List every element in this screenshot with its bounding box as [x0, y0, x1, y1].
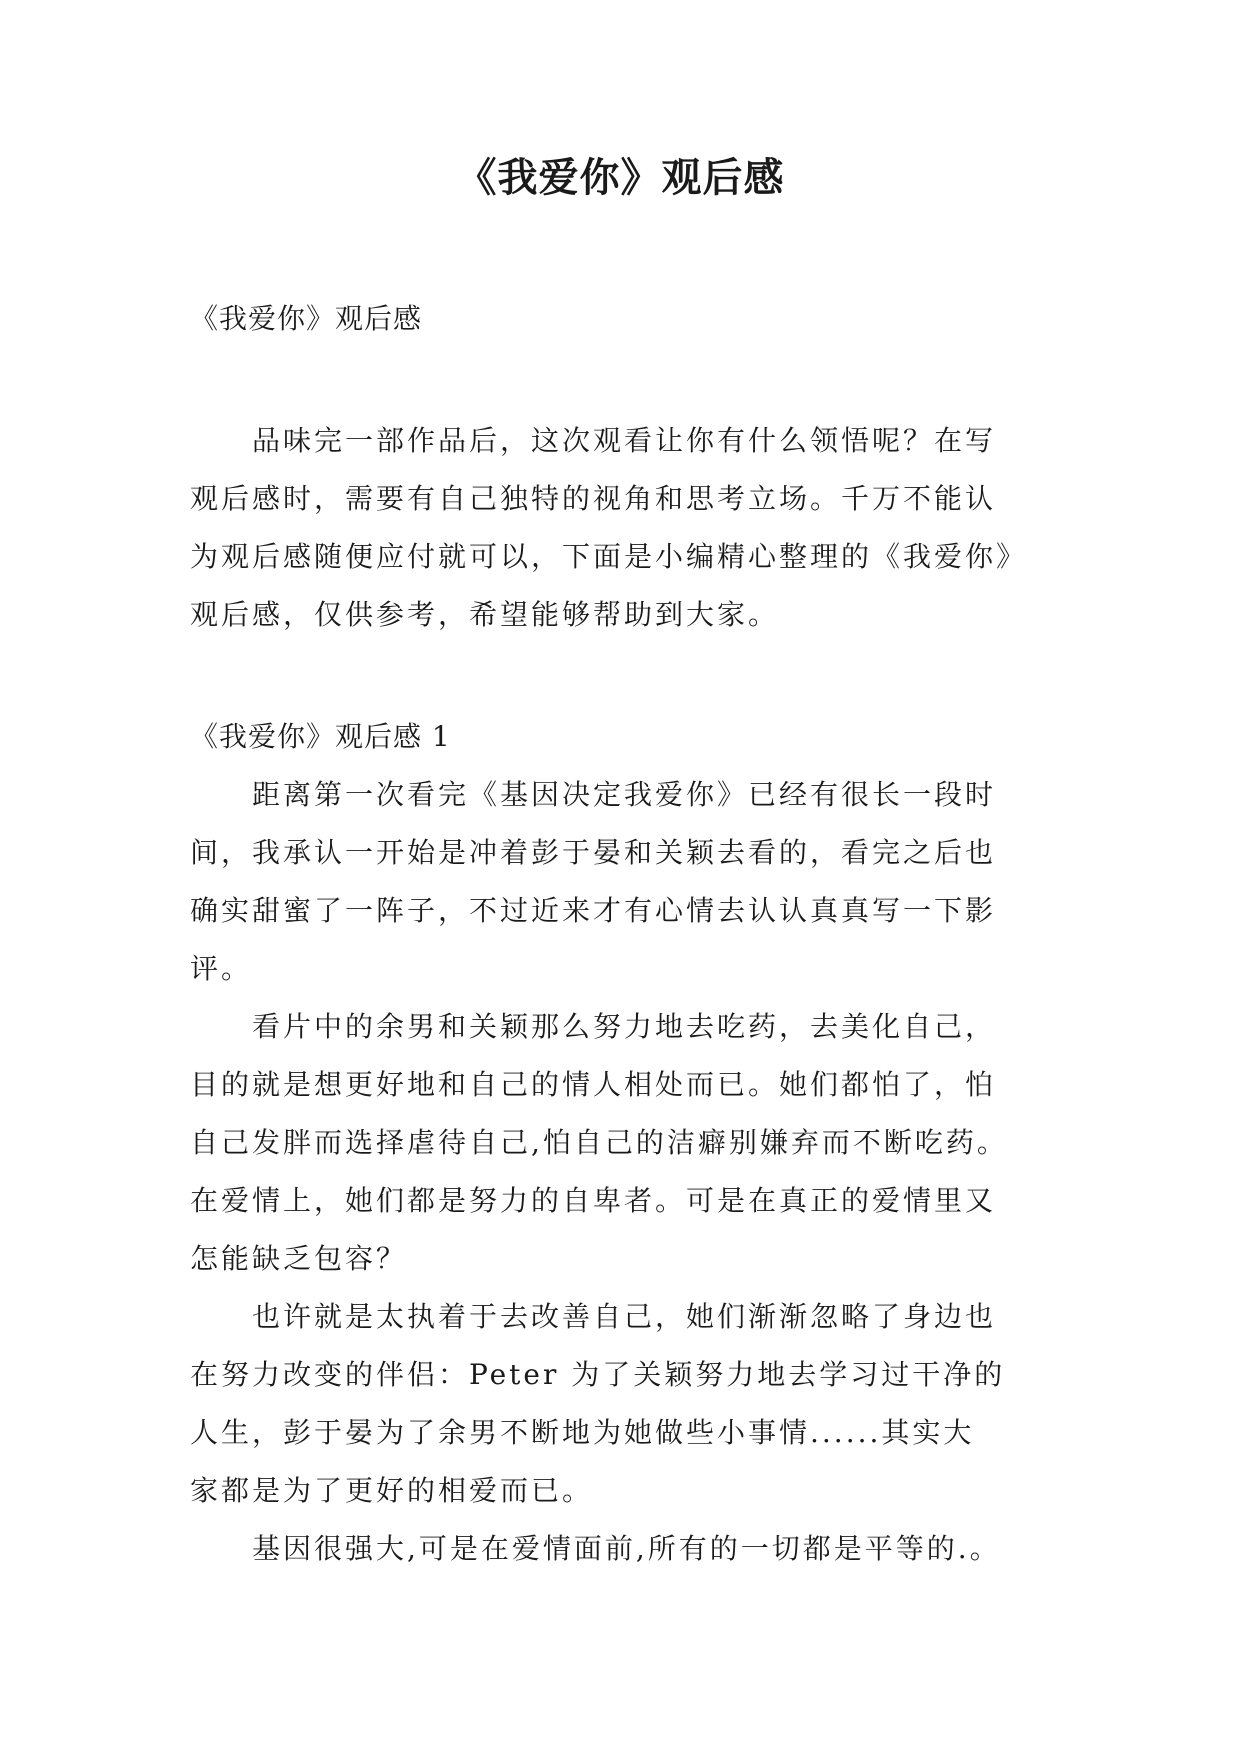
section-heading: 《我爱你》观后感 1	[190, 720, 451, 753]
document-title: 《我爱你》观后感	[456, 155, 785, 201]
paragraph-line: 目的就是想更好地和自己的情人相处而已。她们都怕了，怕	[190, 1068, 997, 1101]
body-paragraph	[190, 1288, 1050, 1520]
paragraph-line: 评。	[190, 952, 253, 985]
paragraph-line: 看片中的余男和关颖那么努力地去吃药，去美化自己，	[252, 1010, 997, 1043]
spacer	[190, 644, 1050, 708]
paragraph-line: 在努力改变的伴侣：Peter 为了关颖努力地去学习过干净的	[190, 1358, 1006, 1391]
spacer	[190, 348, 1050, 412]
document-body	[190, 290, 1050, 1578]
body-paragraph	[190, 1520, 1050, 1578]
paragraph-line: 自己发胖而选择虐待自己,怕自己的洁癖别嫌弃而不断吃药。	[190, 1126, 1008, 1159]
body-paragraph	[190, 998, 1050, 1288]
paragraph-line: 人生，彭于晏为了余男不断地为她做些小事情......其实大	[190, 1416, 975, 1449]
intro-line: 品味完一部作品后，这次观看让你有什么领悟呢？在写	[252, 424, 997, 457]
paragraph-line: 在爱情上，她们都是努力的自卑者。可是在真正的爱情里又	[190, 1184, 997, 1217]
document-subtitle: 《我爱你》观后感	[190, 302, 423, 335]
intro-line: 观后感，仅供参考，希望能够帮助到大家。	[190, 598, 780, 631]
intro-paragraph	[190, 412, 1050, 644]
intro-line: 观后感时，需要有自己独特的视角和思考立场。千万不能认	[190, 482, 997, 515]
paragraph-line: 家都是为了更好的相爱而已。	[190, 1474, 594, 1507]
paragraph-line: 确实甜蜜了一阵子，不过近来才有心情去认认真真写一下影	[190, 894, 997, 927]
paragraph-line: 基因很强大,可是在爱情面前,所有的一切都是平等的.。	[252, 1532, 1001, 1565]
body-paragraph	[190, 766, 1050, 998]
paragraph-line: 间，我承认一开始是冲着彭于晏和关颖去看的，看完之后也	[190, 836, 997, 869]
paragraph-line: 距离第一次看完《基因决定我爱你》已经有很长一段时	[252, 778, 997, 811]
intro-line: 为观后感随便应付就可以，下面是小编精心整理的《我爱你》	[190, 540, 1028, 573]
paragraph-line: 怎能缺乏包容？	[190, 1242, 408, 1275]
paragraph-line: 也许就是太执着于去改善自己，她们渐渐忽略了身边也	[252, 1300, 997, 1333]
